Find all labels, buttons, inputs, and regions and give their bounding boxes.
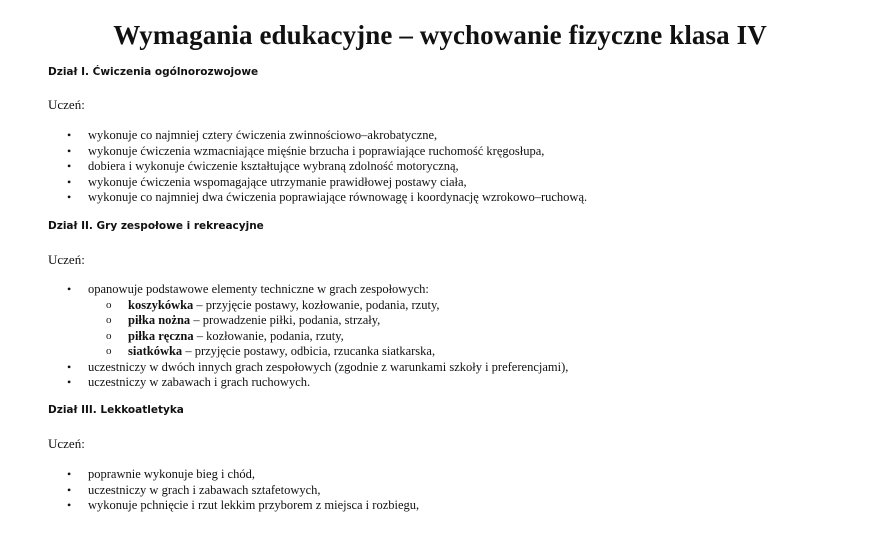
list-item: • uczestniczy w zabawach i grach ruchowych.: [48, 375, 568, 391]
list-item: • wykonuje co najmniej dwa ćwiczenia poprawiające równowagę i koordynację wzrokowo–ruchową.: [48, 190, 587, 206]
sport-skills: – przyjęcie postawy, kozłowanie, podania, rzuty,: [193, 297, 440, 312]
list-item: • wykonuje co najmniej cztery ćwiczenia zwinnościowo–akrobatyczne,: [48, 128, 587, 144]
section-3-subject: Uczeń:: [48, 436, 85, 451]
list-item: • wykonuje pchnięcie i rzut lekkim przyborem z miejsca i rozbiegu,: [48, 498, 419, 514]
section-heading-1: Dział I. Ćwiczenia ogólnorozwojowe: [48, 66, 259, 78]
section-2-list: [48, 282, 568, 391]
section-3-list: [48, 467, 419, 514]
list-item: • wykonuje ćwiczenia wspomagające utrzymanie prawidłowej postawy ciała,: [48, 175, 587, 191]
sublist-item: [88, 298, 568, 314]
section-1-list: [48, 128, 587, 206]
sport-name: piłka nożna: [128, 313, 191, 327]
section-2-subject: Uczeń:: [48, 252, 85, 267]
page-title: Wymagania edukacyjne – wychowanie fizyczne klasa IV: [113, 20, 767, 50]
sport-sublist: [88, 298, 568, 360]
section-heading-3: Dział III. Lekkoatletyka: [48, 404, 184, 416]
sport-skills: – kozłowanie, podania, rzuty,: [193, 328, 344, 343]
sublist-item: [88, 329, 568, 345]
list-item: • uczestniczy w grach i zabawach sztafetowych,: [48, 483, 419, 499]
list-item: [48, 282, 568, 360]
list-item: • uczestniczy w dwóch innych grach zespołowych (zgodnie z warunkami szkoły i preferencjami),: [48, 360, 568, 376]
list-item-text: opanowuje podstawowe elementy techniczne w grach zespołowych:: [88, 282, 429, 296]
section-heading-2: Dział II. Gry zespołowe i rekreacyjne: [48, 220, 264, 232]
sport-name: siatkówka: [128, 344, 183, 358]
list-item: • wykonuje ćwiczenia wzmacniające mięśnie brzucha i poprawiające ruchomość kręgosłupa,: [48, 144, 587, 160]
sport-name: koszykówka: [128, 297, 194, 312]
list-item: • poprawnie wykonuje bieg i chód,: [48, 467, 419, 483]
sport-skills: – przyjęcie postawy, odbicia, rzucanka siatkarska,: [182, 344, 436, 358]
sport-skills: – prowadzenie piłki, podania, strzały,: [190, 313, 381, 327]
sublist-item: [88, 313, 568, 329]
sport-name: piłka ręczna: [128, 328, 194, 343]
sublist-item: [88, 344, 568, 360]
section-1-subject: Uczeń:: [48, 97, 85, 112]
list-item: • dobiera i wykonuje ćwiczenie kształtujące wybraną zdolność motoryczną,: [48, 159, 587, 175]
